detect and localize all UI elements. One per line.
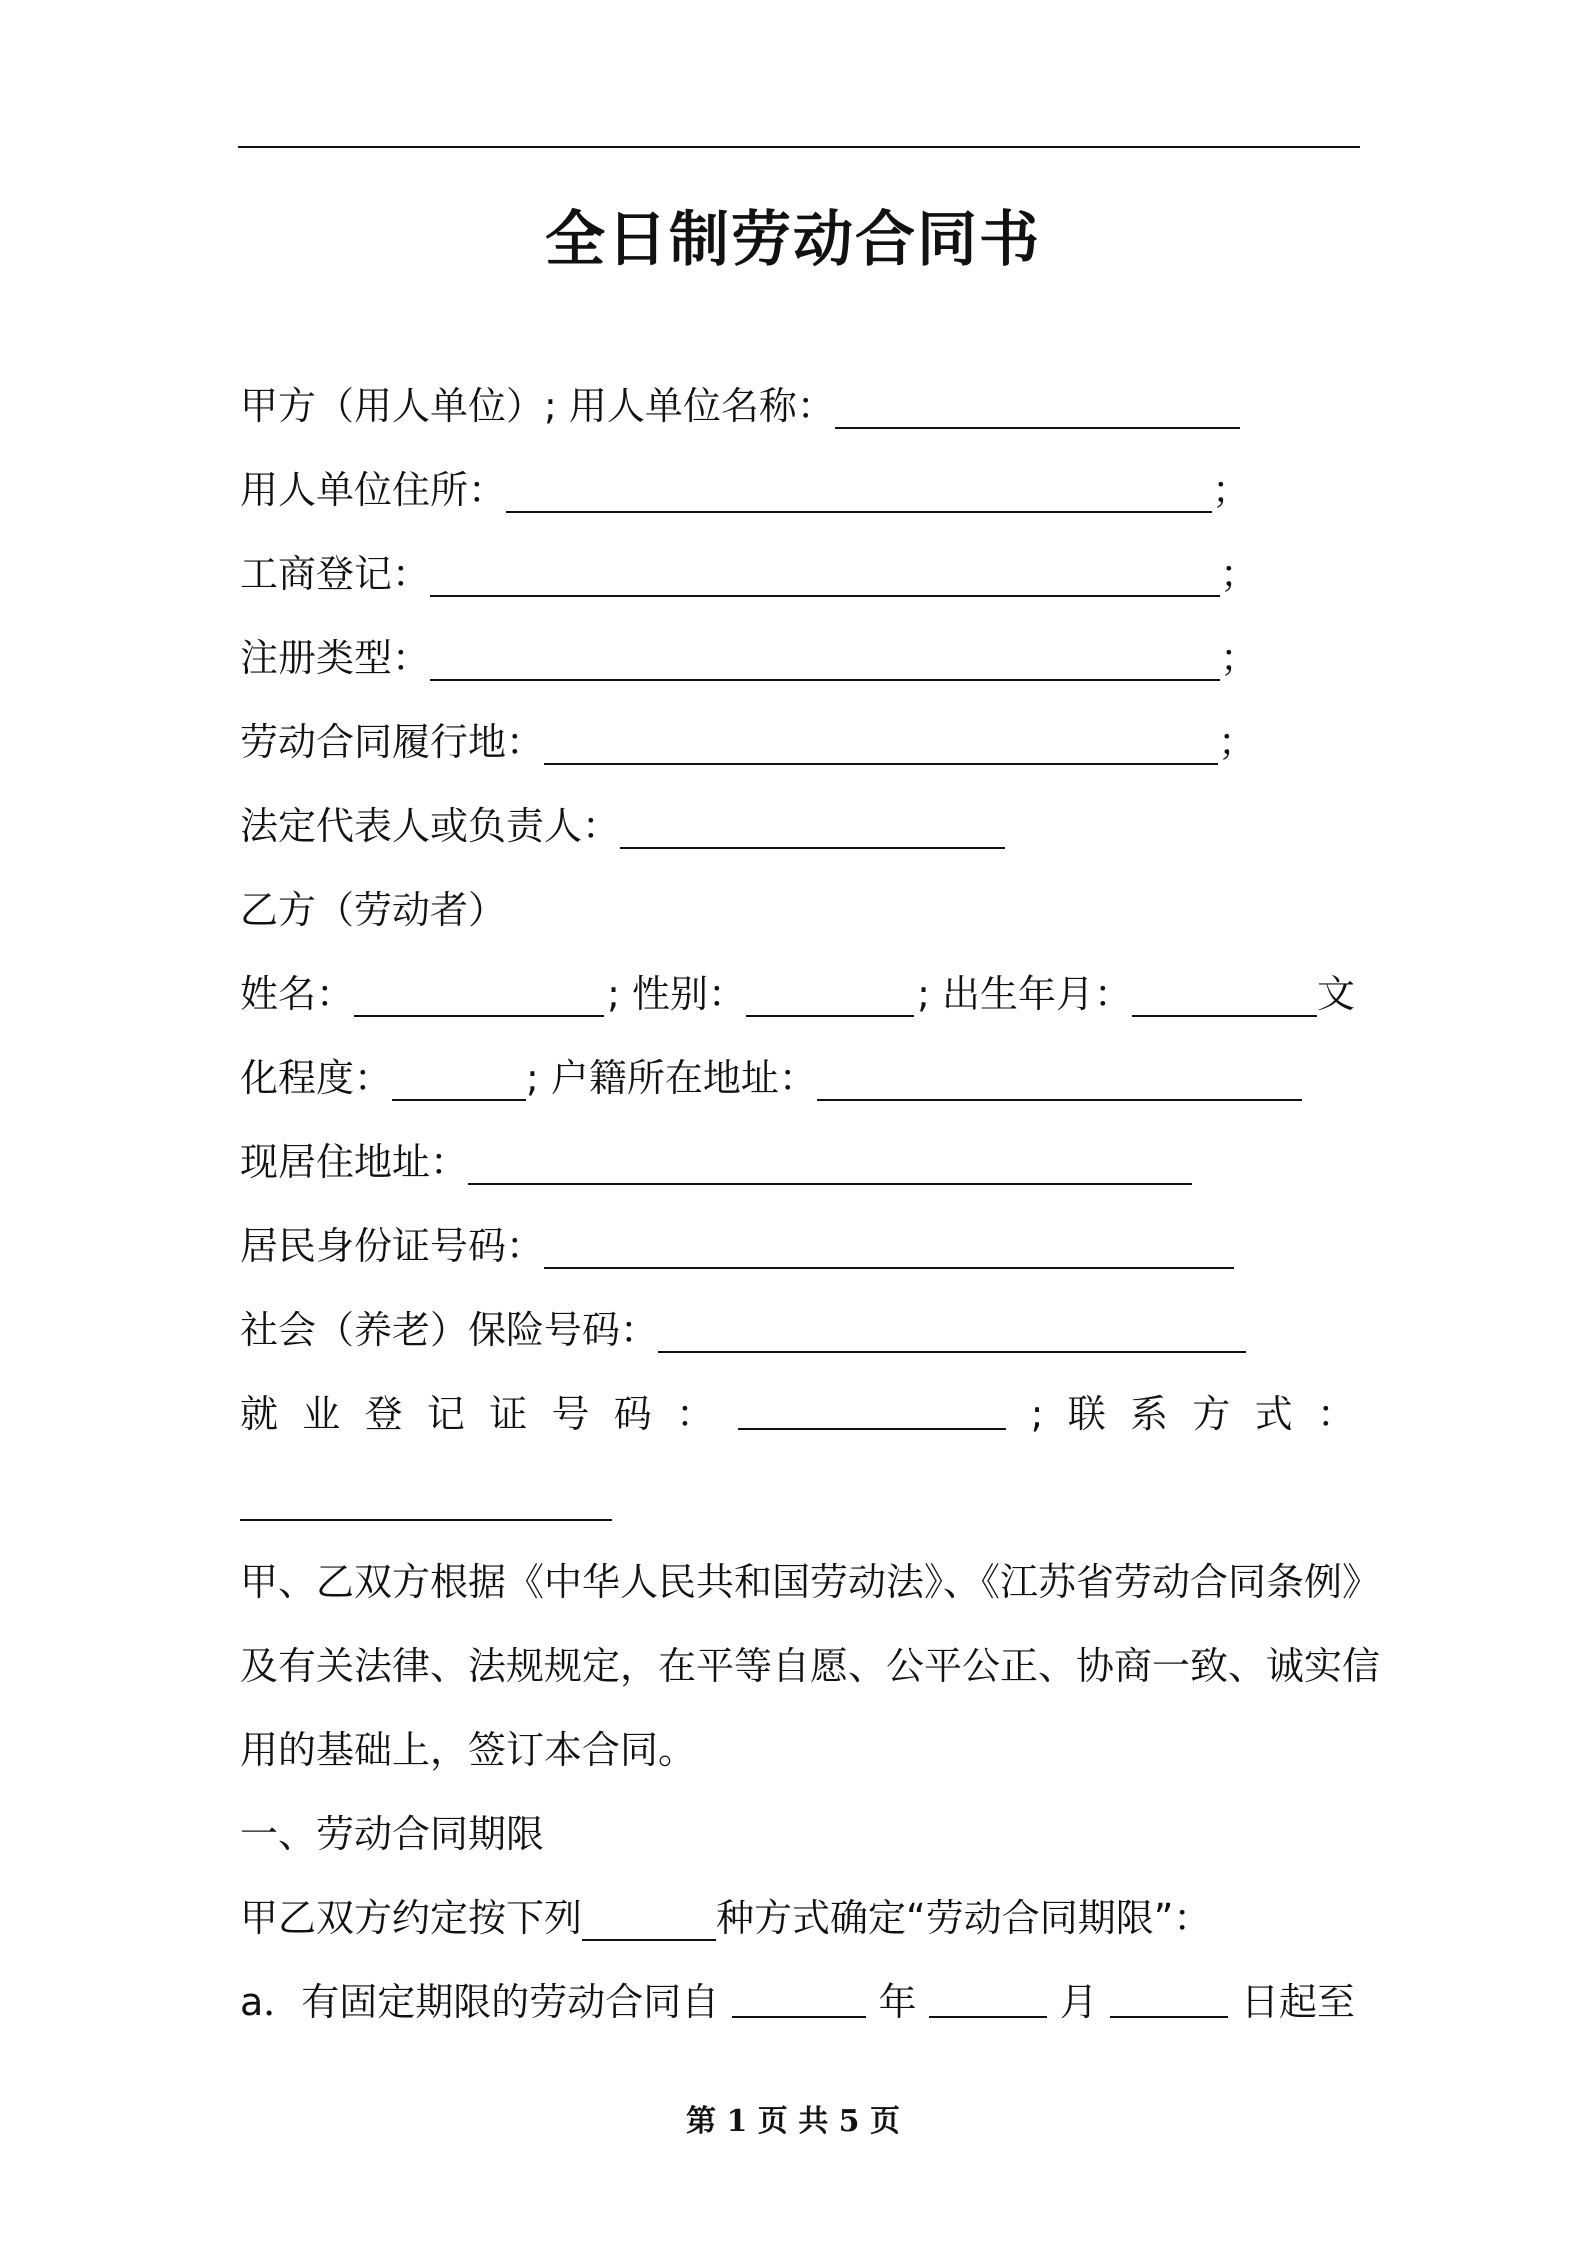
contact-char-4: ：: [1316, 1392, 1355, 1436]
party-a-address-line: 用人单位住所： ；: [240, 468, 1251, 512]
preamble-line-3: 用的基础上，签订本合同。: [240, 1728, 697, 1772]
item-a-year-blank[interactable]: [732, 1972, 866, 2018]
party-b-edu-line: [240, 1048, 1302, 1108]
party-b-residence-blank[interactable]: [468, 1139, 1192, 1185]
party-b-edu-label-b: 化程度：: [240, 1056, 393, 1100]
contact-separator: ;: [1030, 1392, 1044, 1436]
party-b-contact-blank[interactable]: [240, 1475, 612, 1521]
party-b-name-blank[interactable]: [354, 971, 604, 1017]
party-b-name-line: [240, 964, 1355, 1024]
party-b-birth-blank[interactable]: [1132, 971, 1317, 1017]
party-a-registration-line: 工商登记： ；: [240, 552, 1259, 596]
party-a-type-blank[interactable]: [430, 635, 1220, 681]
contact-char-3: 式: [1254, 1392, 1293, 1436]
party-b-id-line: [240, 1216, 1234, 1276]
employment-char-7: ：: [676, 1392, 715, 1436]
party-b-household-label: ; 户籍所在地址：: [526, 1056, 817, 1100]
preamble-line-2: 及有关法律、法规规定，在平等自愿、公平公正、协商一致、诚实信: [240, 1644, 1381, 1688]
party-b-insurance-line: [240, 1300, 1246, 1360]
section-1-method-blank[interactable]: [582, 1895, 716, 1941]
party-a-address-blank[interactable]: [506, 467, 1212, 513]
party-b-insurance-label: 社会（养老）保险号码：: [240, 1308, 659, 1352]
party-a-type-label: 注册类型：: [240, 636, 431, 680]
party-a-registration-blank[interactable]: [430, 551, 1220, 597]
section-1-method-label-a: 甲乙双方约定按下列: [240, 1896, 583, 1940]
party-b-heading: 乙方（劳动者）: [240, 888, 507, 932]
party-b-gender-blank[interactable]: [746, 971, 914, 1017]
item-a-month-label: 月: [1059, 1980, 1098, 2024]
party-a-representative-line: [240, 796, 1005, 856]
party-a-place-label: 劳动合同履行地：: [240, 720, 545, 764]
page-footer: 第 1 页 共 5 页: [686, 2104, 900, 2139]
party-b-id-blank[interactable]: [544, 1223, 1234, 1269]
party-b-birth-label: ; 出生年月：: [917, 972, 1132, 1016]
party-a-representative-label: 法定代表人或负责人：: [240, 804, 621, 848]
party-a-name-label: 甲方（用人单位）; 用人单位名称：: [240, 384, 835, 428]
party-b-edu-label-a: 文: [1316, 972, 1355, 1016]
section-1-method-line: [240, 1888, 1211, 1948]
party-a-place-blank[interactable]: [544, 719, 1218, 765]
contact-char-0: 联: [1067, 1392, 1106, 1436]
employment-char-4: 证: [489, 1392, 528, 1436]
party-b-employment-line: [240, 1384, 1355, 1444]
party-b-employment-blank[interactable]: [738, 1384, 1006, 1430]
party-a-place-line: 劳动合同履行地： ；: [240, 720, 1257, 764]
item-a-day-label: 日起至: [1240, 1980, 1355, 2024]
party-b-insurance-blank[interactable]: [658, 1307, 1246, 1353]
section-1-heading: 一、劳动合同期限: [240, 1812, 545, 1856]
preamble-line-1: 甲、乙双方根据《中华人民共和国劳动法》、《江苏省劳动合同条例》: [240, 1560, 1381, 1604]
party-b-gender-label: ; 性别：: [607, 972, 746, 1016]
party-b-residence-line: [240, 1132, 1192, 1192]
employment-char-3: 记: [426, 1392, 465, 1436]
party-b-edu-blank[interactable]: [392, 1055, 526, 1101]
party-b-contact-line: [240, 1468, 612, 1528]
party-b-residence-label: 现居住地址：: [240, 1140, 469, 1184]
employment-char-5: 号: [551, 1392, 590, 1436]
item-a-prefix: a．有固定期限的劳动合同自: [240, 1980, 720, 2024]
employment-char-1: 业: [302, 1392, 341, 1436]
contact-char-1: 系: [1130, 1392, 1169, 1436]
party-a-registration-label: 工商登记：: [240, 552, 431, 596]
party-a-type-line: 注册类型： ；: [240, 636, 1259, 680]
party-a-representative-blank[interactable]: [620, 803, 1005, 849]
party-a-name-line: [240, 376, 1240, 436]
section-1-item-a-line: [240, 1972, 1355, 2032]
section-1-method-label-b: 种方式确定“劳动合同期限”：: [716, 1896, 1212, 1940]
item-a-year-label: 年: [878, 1980, 917, 2024]
party-b-id-label: 居民身份证号码：: [240, 1224, 545, 1268]
party-a-address-label: 用人单位住所：: [240, 468, 507, 512]
employment-char-0: 就: [240, 1392, 279, 1436]
item-a-day-blank[interactable]: [1110, 1972, 1228, 2018]
employment-char-2: 登: [364, 1392, 403, 1436]
document-title: 全日制劳动合同书: [545, 205, 1041, 275]
employment-char-6: 码: [613, 1392, 652, 1436]
item-a-month-blank[interactable]: [929, 1972, 1047, 2018]
party-a-name-blank[interactable]: [835, 383, 1240, 429]
party-b-name-label: 姓名：: [240, 972, 355, 1016]
party-b-household-blank[interactable]: [817, 1055, 1302, 1101]
header-rule: [238, 146, 1360, 148]
contact-char-2: 方: [1192, 1392, 1231, 1436]
